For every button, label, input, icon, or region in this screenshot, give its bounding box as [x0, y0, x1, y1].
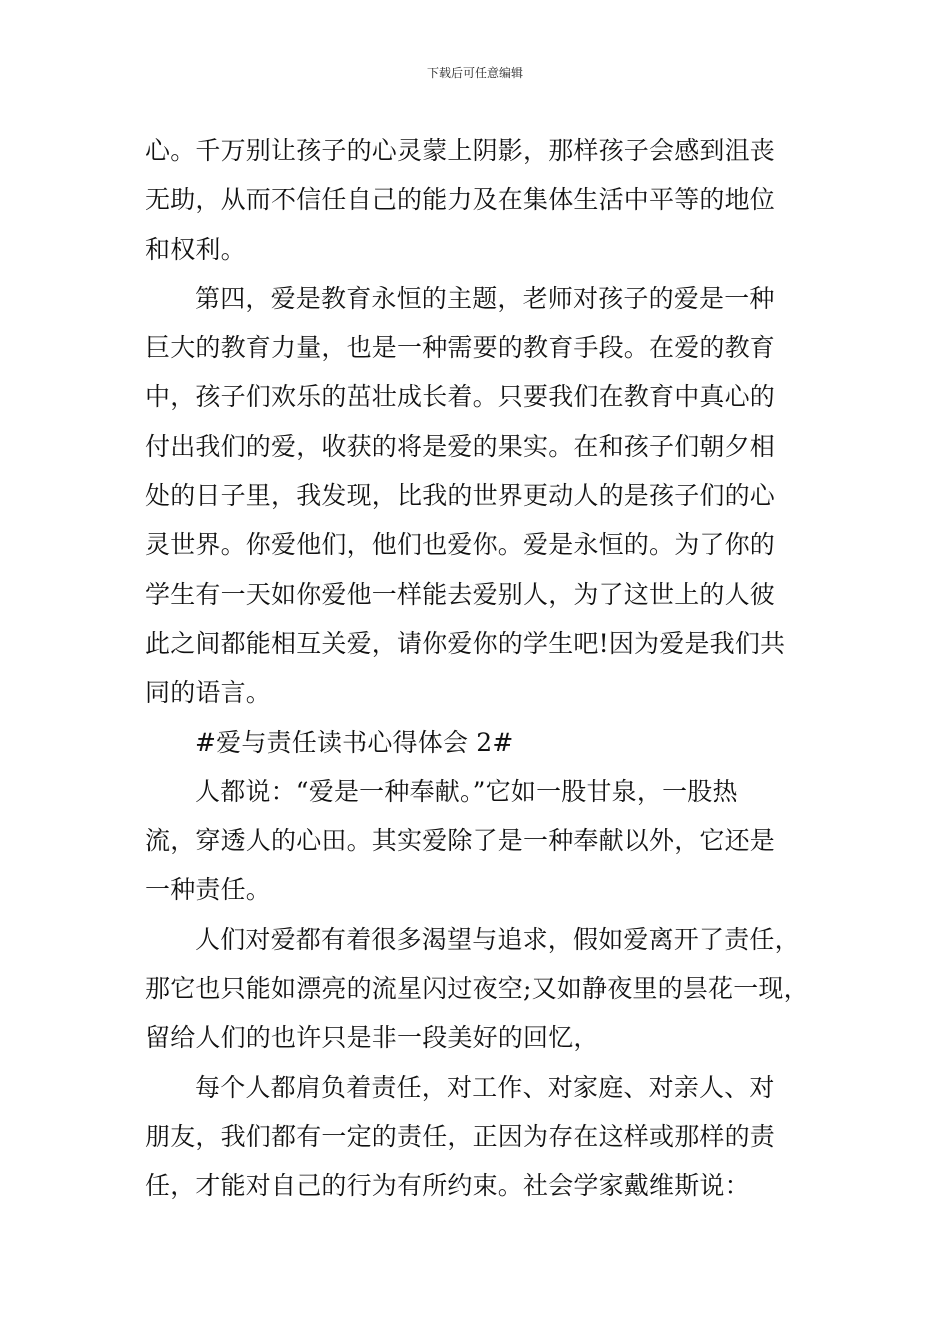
text-line: 灵世界。你爱他们，他们也爱你。爱是永恒的。为了你的: [145, 530, 776, 560]
text-line: 人们对爱都有着很多渴望与追求，假如爱离开了责任，: [195, 924, 800, 954]
text-line: 心。千万别让孩子的心灵蒙上阴影，那样孩子会感到沮丧: [145, 136, 776, 165]
text-line: 无助，从而不信任自己的能力及在集体生活中平等的地位: [145, 185, 776, 215]
text-line: 此之间都能相互关爱，请你爱你的学生吧!因为爱是我们共: [145, 628, 786, 658]
text-line: 第四，爱是教育永恒的主题，老师对孩子的爱是一种: [195, 283, 775, 313]
text-line: 流，穿透人的心田。其实爱除了是一种奉献以外，它还是: [145, 826, 776, 856]
text-line: 一种责任。: [145, 875, 272, 905]
text-line: 朋友，我们都有一定的责任，正因为存在这样或那样的责: [145, 1121, 776, 1151]
document-body: [145, 126, 809, 1211]
text-line: 留给人们的也许只是非一段美好的回忆，: [145, 1023, 599, 1053]
text-line: 中，孩子们欢乐的茁壮成长着。只要我们在教育中真心的: [145, 382, 776, 412]
text-line: 处的日子里，我发现，比我的世界更动人的是孩子们的心: [145, 481, 776, 511]
page-header: 下载后可任意编辑: [426, 66, 523, 80]
text-line: 那它也只能如漂亮的流星闪过夜空;又如静夜里的昙花一现，: [145, 974, 809, 1004]
text-line: 人都说：“爱是一种奉献。”它如一股甘泉，一股热: [195, 776, 738, 806]
text-line: 每个人都肩负着责任，对工作、对家庭、对亲人、对: [195, 1072, 775, 1102]
text-line: 学生有一天如你爱他一样能去爱别人，为了这世上的人彼: [145, 579, 776, 609]
text-line: 巨大的教育力量，也是一种需要的教育手段。在爱的教育: [145, 333, 776, 363]
section-heading: #爱与责任读书心得体会 2#: [195, 727, 514, 757]
text-line: 付出我们的爱，收获的将是爱的果实。在和孩子们朝夕相: [145, 431, 776, 461]
text-line: 同的语言。: [145, 678, 272, 708]
text-line: 和权利。: [145, 234, 246, 264]
text-line: 任，才能对自己的行为有所约束。社会学家戴维斯说：: [145, 1171, 750, 1201]
